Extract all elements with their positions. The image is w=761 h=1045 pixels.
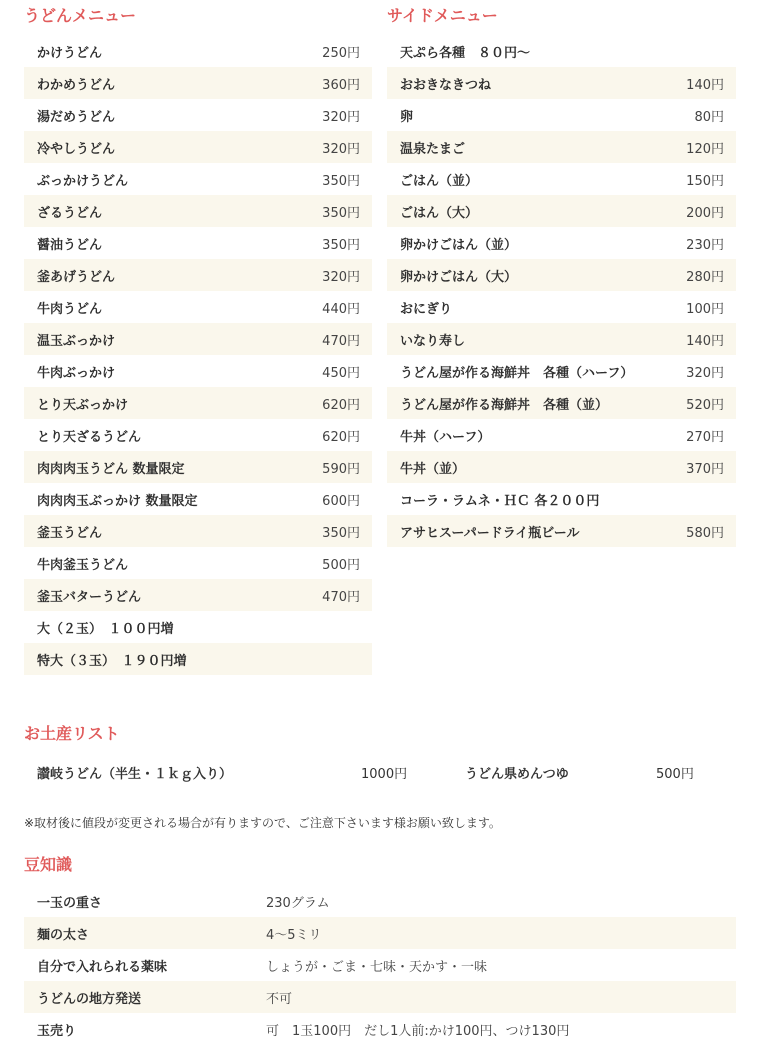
trivia-label: 自分で入れられる薬味	[37, 959, 168, 975]
udon-menu-item-price: 360円	[322, 77, 360, 93]
souvenir-item-price: 1000円	[361, 767, 408, 782]
side-menu-item-name: うどん屋が作る海鮮丼 各種（並）	[400, 397, 609, 413]
udon-menu-row	[24, 323, 372, 355]
udon-menu-item-name: 牛肉釜玉うどん	[37, 557, 129, 573]
udon-menu-item-price: 320円	[322, 109, 360, 125]
trivia-value: 可 1玉100円 だし1人前:かけ100円、つけ130円	[266, 1023, 570, 1039]
trivia-label: 玉売り	[37, 1023, 77, 1039]
side-menu-item-name: おにぎり	[400, 301, 453, 317]
udon-menu-item-price: 450円	[322, 365, 360, 381]
side-menu-row	[387, 67, 736, 99]
side-menu-row	[387, 195, 736, 227]
udon-menu-item-price: 250円	[322, 45, 360, 61]
udon-menu-row	[24, 291, 372, 323]
udon-menu-row	[24, 483, 372, 515]
udon-menu-list	[24, 35, 372, 675]
side-menu-row	[387, 515, 736, 547]
side-menu-item-price: 120円	[686, 141, 724, 157]
trivia-label: 一玉の重さ	[37, 895, 103, 911]
udon-menu-row	[24, 163, 372, 195]
side-menu-item-name: 温泉たまご	[400, 141, 466, 157]
udon-menu-row	[24, 99, 372, 131]
udon-menu-item-name: ぶっかけうどん	[37, 173, 129, 189]
side-menu-title: サイドメニュー	[387, 6, 498, 25]
udon-menu-title: うどんメニュー	[24, 6, 137, 25]
side-menu-item-price: 80円	[694, 109, 724, 125]
side-menu-row	[387, 227, 736, 259]
side-menu-item-name: 卵かけごはん（並）	[400, 237, 518, 253]
trivia-row	[24, 1013, 736, 1045]
udon-menu-item-price: 350円	[322, 205, 360, 221]
trivia-table	[24, 885, 736, 1045]
side-menu-row	[387, 355, 736, 387]
udon-menu-item-name: 釜玉うどん	[37, 525, 103, 541]
side-menu-item-name: アサヒスーパードライ瓶ビール	[400, 525, 580, 541]
trivia-value: 不可	[266, 991, 293, 1007]
souvenir-item-name: 讃岐うどん（半生・１ｋｇ入り）	[37, 767, 233, 782]
udon-menu-item-name: とり天ざるうどん	[37, 429, 142, 445]
side-menu-item-name: 卵	[400, 109, 414, 125]
side-menu-item-price: 140円	[686, 77, 724, 93]
udon-menu-item-price: 440円	[322, 301, 360, 317]
udon-menu-row	[24, 451, 372, 483]
side-menu-item-price: 200円	[686, 205, 724, 221]
trivia-title: 豆知識	[24, 855, 73, 874]
udon-menu-item-name: 肉肉肉玉ぶっかけ 数量限定	[37, 493, 198, 509]
udon-menu-item-price: 470円	[322, 333, 360, 349]
side-menu-row	[387, 99, 736, 131]
side-menu-row	[387, 291, 736, 323]
side-menu-item-name: うどん屋が作る海鮮丼 各種（ハーフ）	[400, 365, 634, 381]
trivia-row	[24, 917, 736, 949]
side-menu-row	[387, 451, 736, 483]
udon-menu-item-name: 温玉ぶっかけ	[37, 333, 116, 349]
side-menu-row	[387, 483, 736, 515]
udon-menu-item-name: ざるうどん	[37, 205, 103, 221]
udon-menu-item-price: 620円	[322, 429, 360, 445]
trivia-label: うどんの地方発送	[37, 991, 142, 1007]
udon-menu-row	[24, 355, 372, 387]
side-menu-item-price: 270円	[686, 429, 724, 445]
side-menu-row	[387, 387, 736, 419]
udon-menu-item-price: 600円	[322, 493, 360, 509]
side-menu-item-price: 100円	[686, 301, 724, 317]
side-menu-row	[387, 419, 736, 451]
udon-menu-item-name: 冷やしうどん	[37, 141, 116, 157]
udon-menu-item-name: 醤油うどん	[37, 237, 103, 253]
side-menu-item-name: 卵かけごはん（大）	[400, 269, 518, 285]
side-menu-item-price: 230円	[686, 237, 724, 253]
udon-menu-row	[24, 67, 372, 99]
udon-menu-row	[24, 643, 372, 675]
trivia-row	[24, 885, 736, 917]
trivia-row	[24, 949, 736, 981]
side-menu-row	[387, 259, 736, 291]
side-menu-item-name: コーラ・ラムネ・ＨＣ 各２００円	[400, 493, 600, 509]
udon-menu-row	[24, 387, 372, 419]
udon-menu-item-price: 350円	[322, 525, 360, 541]
udon-menu-row	[24, 579, 372, 611]
udon-menu-item-price: 470円	[322, 589, 360, 605]
souvenir-title: お土産リスト	[24, 724, 120, 743]
side-menu-item-name: 牛丼（ハーフ）	[400, 429, 491, 445]
price-change-note: ※取材後に値段が変更される場合が有りますので、ご注意下さいます様お願い致します。	[24, 816, 501, 830]
udon-menu-item-price: 590円	[322, 461, 360, 477]
souvenir-item-price: 500円	[656, 767, 694, 782]
udon-menu-row	[24, 227, 372, 259]
trivia-value: 4～5ミリ	[266, 927, 322, 943]
udon-menu-item-name: 牛肉うどん	[37, 301, 103, 317]
udon-menu-row	[24, 35, 372, 67]
side-menu-item-name: おおきなきつね	[400, 77, 492, 93]
trivia-value: 230グラム	[266, 895, 330, 911]
side-menu-row	[387, 131, 736, 163]
udon-menu-row	[24, 547, 372, 579]
udon-menu-row	[24, 419, 372, 451]
souvenir-row	[24, 755, 736, 787]
udon-menu-item-name: かけうどん	[37, 45, 103, 61]
trivia-label: 麺の太さ	[37, 927, 90, 943]
udon-menu-item-name: 牛肉ぶっかけ	[37, 365, 116, 381]
udon-menu-item-name: 釜あげうどん	[37, 269, 116, 285]
udon-menu-item-price: 620円	[322, 397, 360, 413]
udon-menu-row	[24, 515, 372, 547]
udon-menu-item-name: 特大（３玉） １９０円増	[37, 653, 187, 669]
side-menu-item-name: 牛丼（並）	[400, 461, 466, 477]
udon-menu-row	[24, 195, 372, 227]
udon-menu-item-name: 大（２玉） １００円増	[37, 621, 174, 637]
udon-menu-item-name: わかめうどん	[37, 77, 116, 93]
udon-menu-item-price: 320円	[322, 141, 360, 157]
udon-menu-item-price: 500円	[322, 557, 360, 573]
side-menu-row	[387, 323, 736, 355]
udon-menu-item-name: とり天ぶっかけ	[37, 397, 129, 413]
udon-menu-item-price: 320円	[322, 269, 360, 285]
side-menu-item-name: ごはん（大）	[400, 205, 479, 221]
souvenir-item-name: うどん県めんつゆ	[465, 767, 569, 782]
udon-menu-item-name: 湯だめうどん	[37, 109, 116, 125]
udon-menu-item-price: 350円	[322, 237, 360, 253]
udon-menu-item-price: 350円	[322, 173, 360, 189]
side-menu-item-name: いなり寿し	[400, 333, 466, 349]
side-menu-item-name: 天ぷら各種 ８０円～	[400, 45, 531, 61]
side-menu-item-price: 150円	[686, 173, 724, 189]
side-menu-item-price: 580円	[686, 525, 724, 541]
udon-menu-item-name: 肉肉肉玉うどん 数量限定	[37, 461, 185, 477]
side-menu-list	[387, 35, 736, 547]
side-menu-row	[387, 163, 736, 195]
side-menu-item-price: 140円	[686, 333, 724, 349]
side-menu-item-price: 370円	[686, 461, 724, 477]
side-menu-row	[387, 35, 736, 67]
side-menu-item-price: 280円	[686, 269, 724, 285]
udon-menu-row	[24, 259, 372, 291]
udon-menu-row	[24, 131, 372, 163]
trivia-value: しょうが・ごま・七味・天かす・一味	[266, 959, 488, 975]
udon-menu-row	[24, 611, 372, 643]
side-menu-item-price: 320円	[686, 365, 724, 381]
trivia-row	[24, 981, 736, 1013]
side-menu-item-price: 520円	[686, 397, 724, 413]
udon-menu-item-name: 釜玉バターうどん	[37, 589, 142, 605]
side-menu-item-name: ごはん（並）	[400, 173, 479, 189]
